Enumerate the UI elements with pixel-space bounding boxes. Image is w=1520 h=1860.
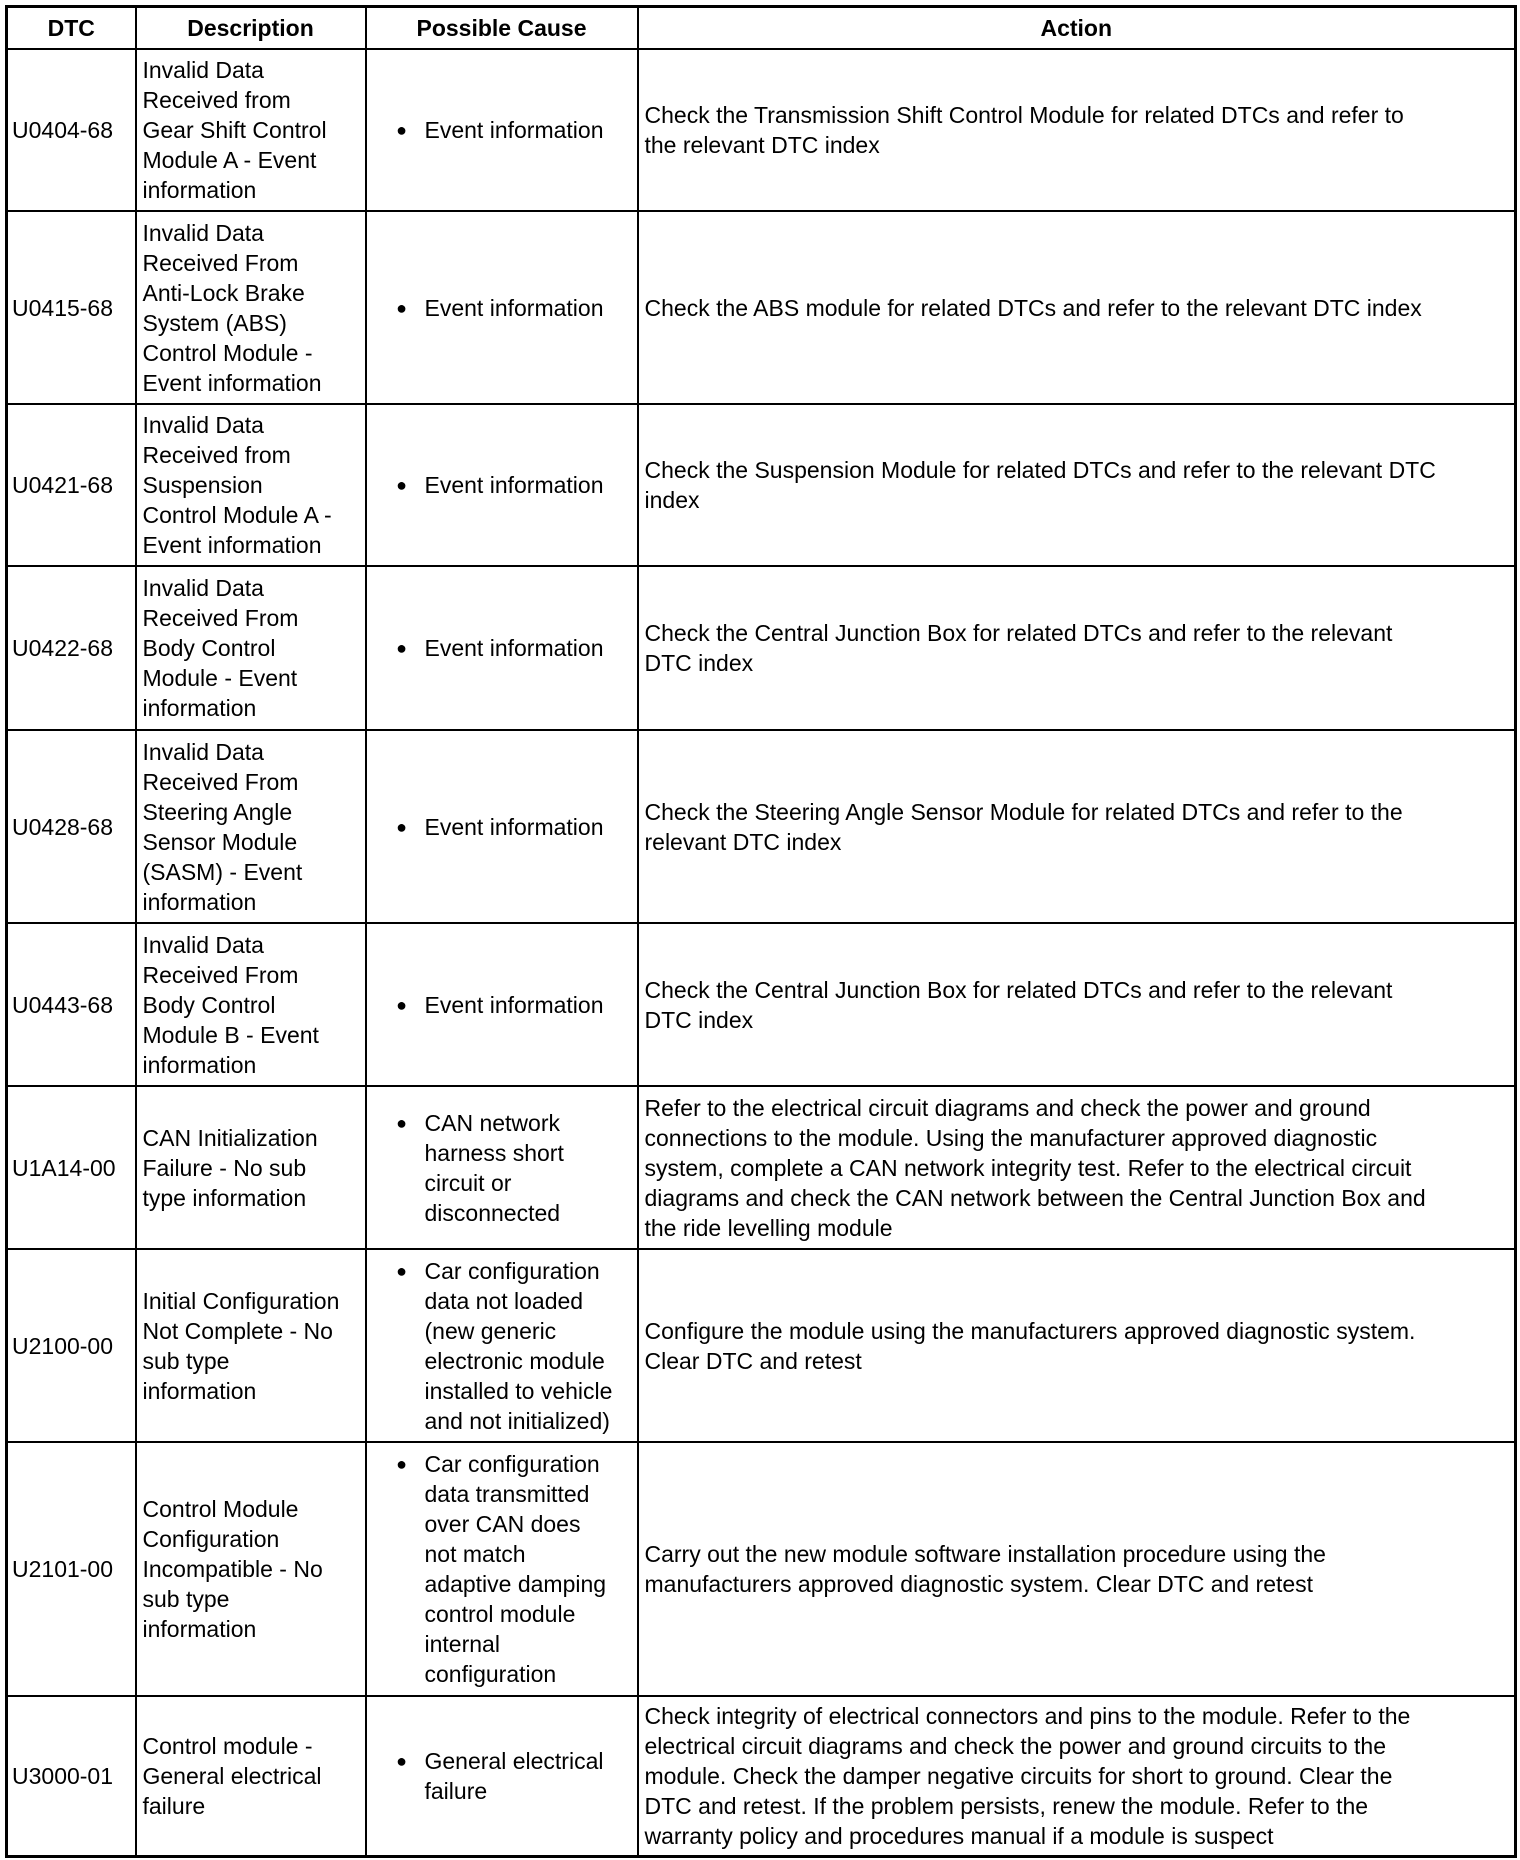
- possible-cause: [366, 211, 638, 404]
- action: Check integrity of electrical connectors and pins to the module. Refer to the electrical circuit diagrams and check the power and ground circuits to the module. Check the damper negative circuits for short to ground. Clear the DTC and retest. If the problem persists, renew the module. Refer to the warranty policy and procedures manual if a module is suspect: [638, 1696, 1516, 1856]
- possible-cause: [366, 1696, 638, 1856]
- action: Check the Suspension Module for related DTCs and refer to the relevant DTC index: [638, 404, 1516, 566]
- table-row: [7, 49, 1516, 211]
- action: Check the Transmission Shift Control Module for related DTCs and refer to the relevant DTC index: [638, 49, 1516, 211]
- action: Refer to the electrical circuit diagrams and check the power and ground connections to the module. Using the manufacturer approved diagnostic system, complete a CAN network integrity test. Refer to the electrical circuit diagrams and check the CAN network between the Central Junction Box and the ride levelling module: [638, 1086, 1516, 1249]
- dtc-code: U2101-00: [7, 1442, 136, 1696]
- cause-item: [373, 293, 631, 323]
- cause-item: [373, 115, 631, 145]
- description: Control Module Configuration Incompatible - No sub type information: [136, 1442, 366, 1696]
- bullet-icon: ●: [396, 1112, 407, 1133]
- cause-text: Car configuration data transmitted over CAN does not match adaptive damping control module internal configuration: [424, 1451, 607, 1687]
- cause-text: Car configuration data not loaded (new generic electronic module installed to vehicle and not initialized): [424, 1257, 613, 1434]
- dtc-code: U1A14-00: [7, 1086, 136, 1249]
- cause-text: Event information: [424, 635, 604, 661]
- action: Configure the module using the manufacturers approved diagnostic system. Clear DTC and retest: [638, 1249, 1516, 1442]
- possible-cause: [366, 404, 638, 566]
- table-row: [7, 1249, 1516, 1442]
- cause-text: General electrical failure: [424, 1747, 604, 1804]
- dtc-code: U0443-68: [7, 923, 136, 1086]
- bullet-icon: ●: [396, 816, 407, 837]
- action: Check the Steering Angle Sensor Module for related DTCs and refer to the relevant DTC index: [638, 730, 1516, 923]
- cause-text: Event information: [424, 813, 604, 840]
- cause-text: Event information: [424, 991, 604, 1018]
- description: CAN Initialization Failure - No sub type information: [136, 1086, 366, 1249]
- header-description: Description: [136, 7, 366, 50]
- cause-text: Event information: [424, 117, 604, 143]
- dtc-code: U0422-68: [7, 566, 136, 730]
- action: Check the Central Junction Box for related DTCs and refer to the relevant DTC index: [638, 923, 1516, 1086]
- header-dtc: DTC: [7, 7, 136, 50]
- table-row: [7, 923, 1516, 1086]
- header-action: Action: [638, 7, 1516, 50]
- bullet-icon: ●: [396, 1454, 407, 1474]
- possible-cause: [366, 566, 638, 730]
- cause-text: CAN network harness short circuit or disconnected: [424, 1109, 564, 1226]
- bullet-icon: ●: [396, 475, 407, 495]
- cause-item: [373, 812, 631, 842]
- table-row: [7, 1086, 1516, 1249]
- action: Carry out the new module software installation procedure using the manufacturers approved diagnostic system. Clear DTC and retest: [638, 1442, 1516, 1696]
- cause-item: [373, 1746, 631, 1806]
- possible-cause: [366, 1249, 638, 1442]
- dtc-table: [5, 5, 1517, 1858]
- possible-cause: [366, 1086, 638, 1249]
- table-row: [7, 1696, 1516, 1856]
- description: Invalid Data Received From Body Control Module B - Event information: [136, 923, 366, 1086]
- bullet-icon: ●: [396, 297, 407, 318]
- header-possible-cause: Possible Cause: [366, 7, 638, 50]
- dtc-code: U0428-68: [7, 730, 136, 923]
- action: Check the ABS module for related DTCs and refer to the relevant DTC index: [638, 211, 1516, 404]
- cause-item: [373, 990, 631, 1020]
- dtc-code: U0415-68: [7, 211, 136, 404]
- cause-text: Event information: [424, 294, 604, 321]
- possible-cause: [366, 49, 638, 211]
- header-row: [7, 7, 1516, 50]
- description: Invalid Data Received From Steering Angle Sensor Module (SASM) - Event information: [136, 730, 366, 923]
- description: Initial Configuration Not Complete - No sub type information: [136, 1249, 366, 1442]
- table-row: [7, 211, 1516, 404]
- bullet-icon: ●: [396, 120, 407, 140]
- bullet-icon: ●: [396, 994, 407, 1015]
- description: Invalid Data Received From Anti-Lock Brake System (ABS) Control Module - Event information: [136, 211, 366, 404]
- cause-text: Event information: [424, 472, 604, 498]
- possible-cause: [366, 730, 638, 923]
- dtc-code: U0404-68: [7, 49, 136, 211]
- action: Check the Central Junction Box for related DTCs and refer to the relevant DTC index: [638, 566, 1516, 730]
- possible-cause: [366, 1442, 638, 1696]
- cause-item: [373, 1449, 631, 1689]
- cause-item: [373, 1108, 631, 1228]
- table-row: [7, 566, 1516, 730]
- description: Control module - General electrical failure: [136, 1696, 366, 1856]
- description: Invalid Data Received from Gear Shift Control Module A - Event information: [136, 49, 366, 211]
- cause-item: [373, 470, 631, 500]
- cause-item: [373, 1256, 631, 1436]
- cause-item: [373, 633, 631, 663]
- possible-cause: [366, 923, 638, 1086]
- dtc-code: U2100-00: [7, 1249, 136, 1442]
- table-row: [7, 730, 1516, 923]
- dtc-code: U0421-68: [7, 404, 136, 566]
- description: Invalid Data Received from Suspension Control Module A - Event information: [136, 404, 366, 566]
- dtc-code: U3000-01: [7, 1696, 136, 1856]
- table-row: [7, 404, 1516, 566]
- table-row: [7, 1442, 1516, 1696]
- description: Invalid Data Received From Body Control Module - Event information: [136, 566, 366, 730]
- bullet-icon: ●: [396, 1750, 407, 1771]
- bullet-icon: ●: [396, 1260, 407, 1281]
- bullet-icon: ●: [396, 638, 407, 658]
